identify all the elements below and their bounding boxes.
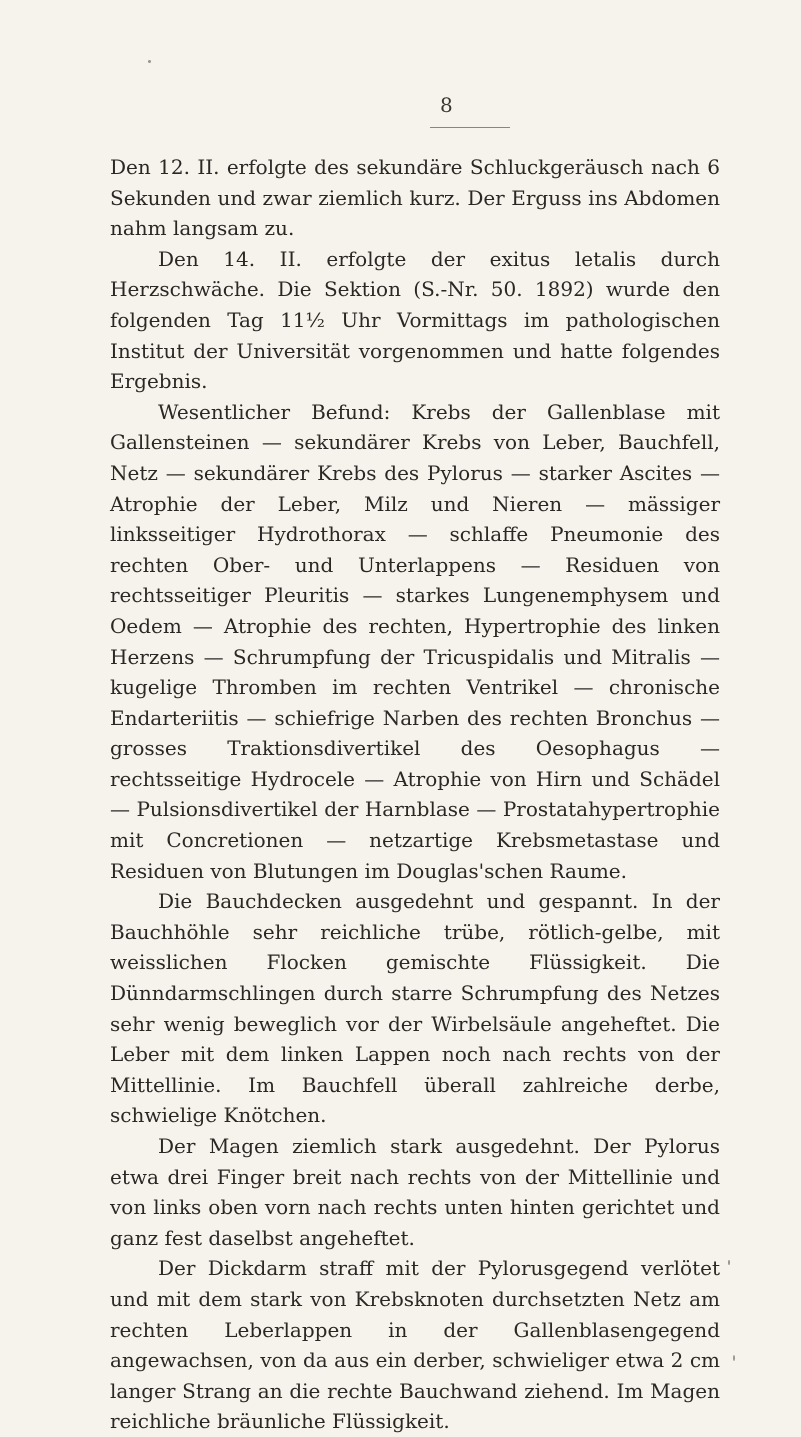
paper-speck — [148, 60, 151, 63]
page-number: 8 — [440, 93, 453, 117]
paper-speck — [728, 1260, 730, 1265]
paragraph-1: Den 12. II. erfolgte des sekundäre Schluckgeräusch nach 6 Sekunden und zwar ziemlich kurz. Der Erguss ins Abdomen nahm langsam zu. — [110, 155, 720, 241]
paragraph-5: Der Magen ziemlich stark ausgedehnt. Der Pylorus etwa drei Finger breit nach rechts von der Mittellinie und von links oben vorn nach rechts unten hinten gerichtet und ganz fest daselbst angeheftet. — [110, 1134, 720, 1250]
paragraph-4: Die Bauchdecken ausgedehnt und gespannt. In der Bauchhöhle sehr reichliche trübe, rötlich-gelbe, mit weisslichen Flocken gemischte Flüssigkeit. Die Dünndarmschlingen durch starre Schrumpfung des Netzes sehr wenig beweglich vor der Wirbelsäule angeheftet. Die Leber mit dem linken Lappen noch nach rechts von der Mittellinie. Im Bauchfell überall zahlreiche derbe, schwielige Knötchen. — [110, 889, 720, 1128]
paragraph-2: Den 14. II. erfolgte der exitus letalis durch Herzschwäche. Die Sektion (S.-Nr. 50. 1892) wurde den folgenden Tag 11½ Uhr Vormittags im pathologischen Institut der Universität vorgenommen und hatte folgendes Ergebnis. — [110, 246, 720, 394]
paragraph-6: Der Dickdarm straff mit der Pylorusgegend verlötet und mit dem stark von Krebsknoten durchsetzten Netz am rechten Leberlappen in der Gallenblasengegend angewachsen, von da aus ein derber, schwieliger etwa 2 cm langer Strang an die rechte Bauchwand ziehend. Im Magen reichliche bräunliche Flüssigkeit. — [110, 1256, 720, 1434]
paragraph-3: Wesentlicher Befund: Krebs der Gallenblase mit Gallensteinen — sekundärer Krebs von Leber, Bauchfell, Netz — sekundärer Krebs des Pylorus — starker Ascites — Atrophie der Leber, Milz und Nieren — mässiger linksseitiger Hydrothorax — schlaffe Pneumonie des rechten Ober- und Unterlappens — Residuen von rechtsseitiger Pleuritis — starkes Lungenemphysem und Oedem — Atrophie des rechten, Hypertrophie des linken Herzens — Schrumpfung der Tricuspidalis und Mitralis — kugelige Thromben im rechten Ventrikel — chronische Endarteriitis — schiefrige Narben des rechten Bronchus — grosses Traktionsdivertikel des Oesophagus — rechtsseitige Hydrocele — Atrophie von Hirn und Schädel — Pulsionsdivertikel der Harnblase — Prostatahypertrophie mit Concretionen — netzartige Krebsmetastase und Residuen von Blutungen im Douglas'schen Raume. — [110, 399, 720, 883]
paper-speck — [733, 1355, 735, 1361]
header-rule — [430, 127, 510, 128]
body-text — [110, 152, 720, 1437]
